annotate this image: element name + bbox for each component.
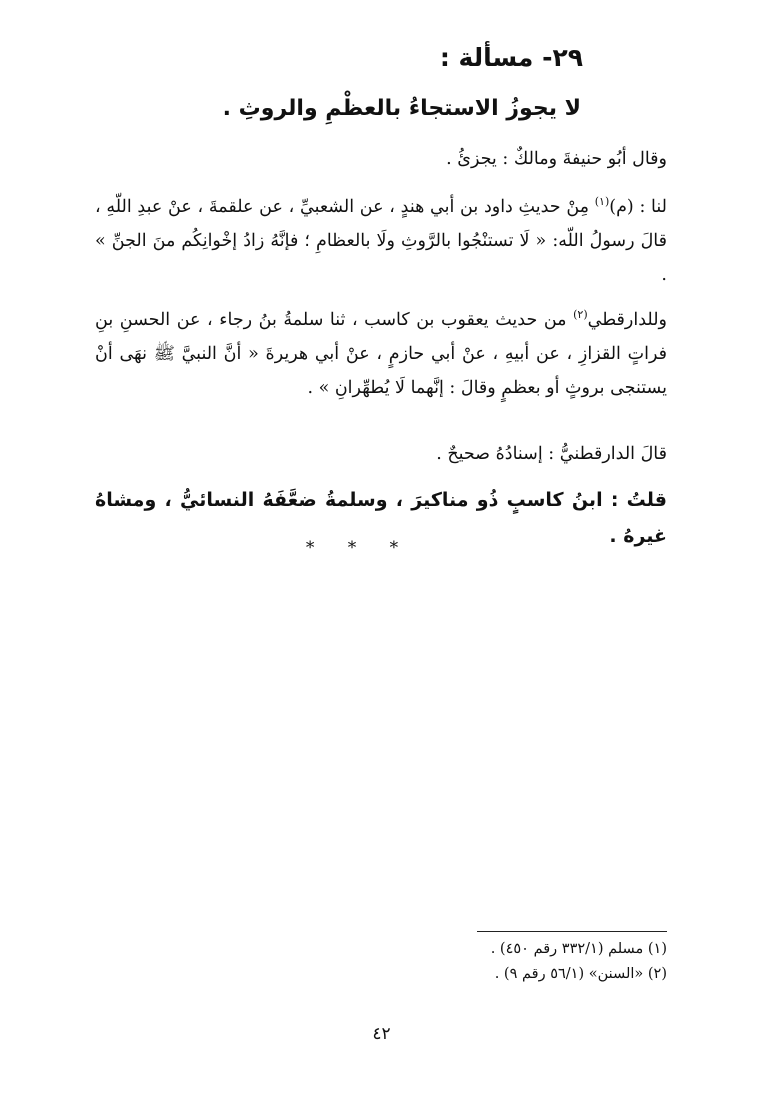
footnote-2: (٢) «السنن» (٥٦/١ رقم ٩) . <box>494 966 667 982</box>
page-number: ٤٢ <box>372 1024 391 1044</box>
evidence-paragraph-1 <box>95 190 667 292</box>
ruling-statement: لا يجوزُ الاستجاءُ بالعظْمِ والروثِ . <box>222 96 581 121</box>
evidence-paragraph-2 <box>95 303 667 405</box>
section-separator: * * * <box>305 538 413 558</box>
evidence-2-text: من حديث يعقوب بن كاسب ، ثنا سلمةُ بنُ رجاء ، عن الحسنِ بنِ فراتٍ القزازِ ، عن أبيهِ ، عنْ أبي حازمٍ ، عنْ أبي هريرةَ « أنَّ النبيَّ ﷺ نهَى أنْ يستنجى بروثٍ أو بعظمٍ وقالَ : إنَّهما لَا يُطهِّرانِ » . <box>95 310 667 398</box>
author-note-paragraph: قلتُ : ابنُ كاسبٍ ذُو مناكيرَ ، وسلمةُ ضعَّفَهُ النسائيُّ ، ومشاهُ غيرهُ . <box>95 489 667 547</box>
evidence-2-lead: وللدارقطي <box>587 310 667 330</box>
footnote-divider <box>477 931 667 932</box>
footnote-ref-2: (٢) <box>573 308 588 322</box>
issue-heading: ٢٩- مسألة : <box>439 43 583 72</box>
opposing-view-paragraph: وقال أبُو حنيفةَ ومالكٌ : يجزئُ . <box>446 149 667 169</box>
evidence-1-text: مِنْ حديثِ داود بن أبي هندٍ ، عن الشعبيِّ ، عن علقمةَ ، عنْ عبدِ اللّهِ ، قالَ رسولُ اللّه: « لَا تستنْجُوا بالرَّوثِ ولَا بالعظامِ ؛ فإنَّهُ زادُ إخْوانِكُم منَ الجنِّ » . <box>95 197 667 285</box>
footnote-ref-1: (١) <box>594 195 610 209</box>
evidence-1-lead: لنا : (م) <box>609 197 667 217</box>
footnotes <box>95 937 667 987</box>
footnote-1: (١) مسلم (٣٣٢/١ رقم ٤٥٠) . <box>490 941 667 957</box>
grading-paragraph: قالَ الدارقطنيُّ : إسنادُهُ صحيحٌ . <box>436 444 667 464</box>
